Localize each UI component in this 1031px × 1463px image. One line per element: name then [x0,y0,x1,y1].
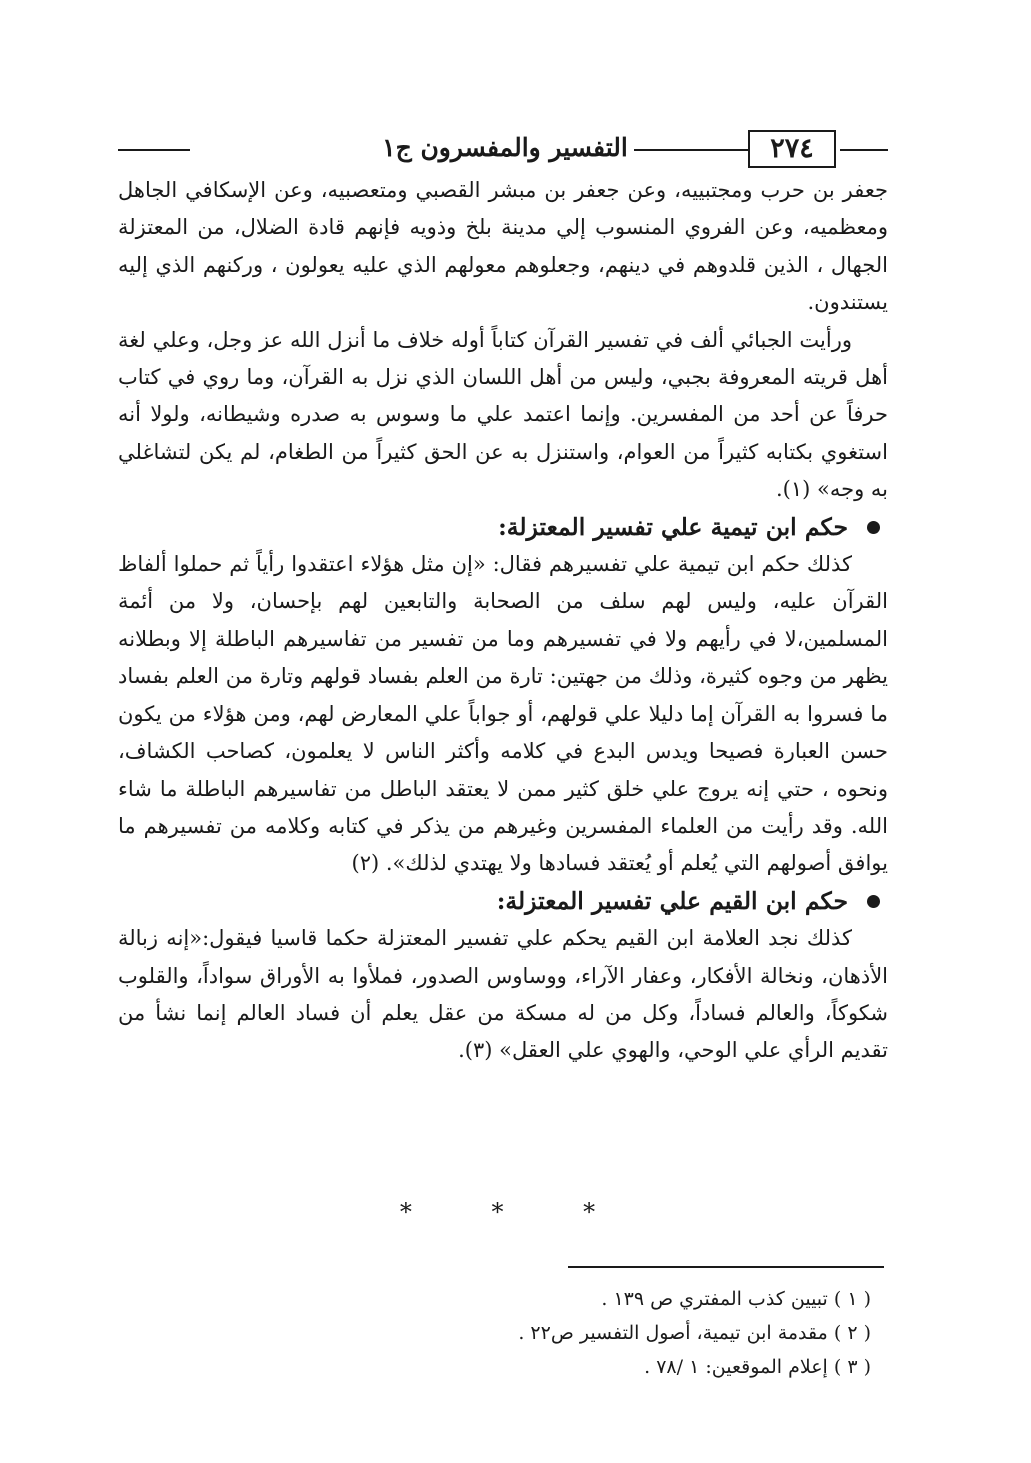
footnote-rule [568,1266,884,1268]
paragraph: ورأيت الجبائي ألف في تفسير القرآن كتاباً أوله خلاف ما أنزل الله عز وجل، وعلي لغة أهل قريته المعروفة بجبي، وليس من أهل اللسان الذي نزل به القرآن، وما روي في كتاب حرفاً عن أحد من المفسرين. وإنما اعتمد علي ما وسوس به صدره وشيطانه، ولولا أنه استغوي بكتابه كثيراً من العوام، واستنزل به عن الحق كثيراً من الطغام، لم يكن لتشاغلي به وجه» (١). [118,327,888,502]
footnotes [271,1282,871,1384]
section-heading-ibn-taymiyyah [118,509,888,546]
paragraph: كذلك نجد العلامة ابن القيم يحكم علي تفسير المعتزلة حكما قاسيا فيقول:«إنه زبالة الأذهان، ونخالة الأفكار، وعفار الآراء، ووساوس الصدور، فملأوا به الأوراق سواداً، والقلوب شكوكاً، والعالم فساداً، وكل من له مسكة من عقل يعلم أن فساد العالم إنما نشأ من تقديم الرأي علي الوحي، والهوي علي العقل» (٣). [118,926,888,1063]
footnote: ( ٣ ) إعلام الموقعين: ١ /٧٨ . [644,1356,871,1378]
footnote: ( ٢ ) مقدمة ابن تيمية، أصول التفسير ص٢٢ . [518,1322,871,1344]
bullet-icon [867,895,880,908]
header-rule-left [118,149,190,151]
footnote: ( ١ ) تبيين كذب المفتري ص ١٣٩ . [601,1288,871,1310]
running-header [118,128,888,172]
paragraph: كذلك حكم ابن تيمية علي تفسيرهم فقال: «إن مثل هؤلاء اعتقدوا رأياً ثم حملوا ألفاظ القرآن عليه، وليس لهم سلف من الصحابة والتابعين لهم بإحسان، ولا من أئمة المسلمين،لا في رأيهم ولا في تفسيرهم وما من تفسير من تفاسيرهم الباطلة إلا وبطلانه يظهر من وجوه كثيرة، وذلك من جهتين: تارة من العلم بفساد قولهم وتارة من العلم بفساد ما فسروا به القرآن إما دليلا علي قولهم، أو جواباً علي المعارض لهم، ومن هؤلاء من يكون حسن العبارة فصيحا ويدس البدع في كلامه وأكثر الناس لا يعلمون، كصاحب الكشاف، ونحوه ، حتي إنه يروج علي خلق كثير ممن لا يعتقد الباطل من تفاسيرهم الباطلة ما شاء الله. وقد رأيت من العلماء المفسرين وغيرهم من يذكر في كتابه وكلامه من تفسيرهم ما يوافق أصولهم التي يُعلم أو يُعتقد فسادها ولا يهتدي لذلك». (٢) [118,552,888,876]
section-heading-text: حكم ابن تيمية علي تفسير المعتزلة: [498,512,848,541]
header-rule-right [840,149,888,151]
section-heading-text: حكم ابن القيم علي تفسير المعتزلة: [496,886,848,915]
header-rule-middle [634,149,748,151]
book-title: التفسير والمفسرون ج١ [382,133,628,162]
page-number: ٢٧٤ [748,130,836,168]
main-text [118,172,888,1070]
paragraph: جعفر بن حرب ومجتبييه، وعن جعفر بن مبشر القصبي ومتعصبيه، وعن الإسكافي الجاهل ومعظميه، وعن الفروي المنسوب إلي مدينة بلخ وذويه فإنهم قادة الضلال، من المعتزلة الجهال ، الذين قلدوهم في دينهم، وجعلوهم معولهم الذي عليه يعولون ، وركنهم الذي إليه يستندون. [118,178,888,315]
section-separator: * * * [399,1198,632,1226]
section-heading-ibn-qayyim [118,883,888,920]
bullet-icon [867,521,880,534]
